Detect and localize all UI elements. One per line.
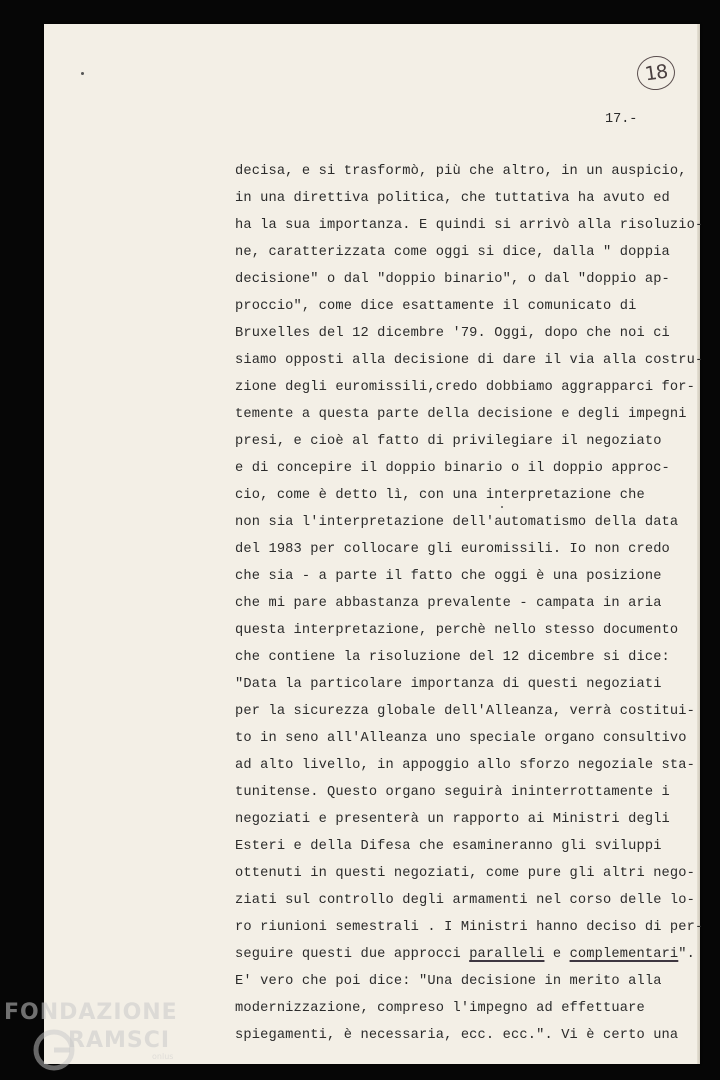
text-line	[235, 212, 704, 239]
text-segment: to in seno all'Alleanza uno speciale organo consultivo	[235, 731, 687, 746]
text-line	[235, 698, 695, 725]
paper-speck	[81, 72, 84, 75]
text-line	[235, 995, 695, 1022]
text-segment: ottenuti in questi negoziati, come pure gli altri nego-	[235, 866, 696, 881]
text-line	[235, 536, 695, 563]
text-line	[235, 968, 695, 995]
text-segment: proccio", come dice esattamente il comunicato di	[235, 299, 637, 314]
text-segment: seguire questi due approcci	[235, 947, 470, 962]
text-line	[235, 806, 695, 833]
document-page	[44, 24, 704, 1064]
text-line	[235, 158, 695, 185]
text-segment: del 1983 per collocare gli euromissili. Io non credo	[235, 542, 670, 557]
text-line	[235, 644, 695, 671]
watermark-line1: FONDAZIONE	[4, 1000, 178, 1025]
text-line	[235, 887, 695, 914]
text-segment: "Data la particolare importanza di questi negoziati	[235, 677, 662, 692]
text-segment: ad alto livello, in appoggio allo sforzo negoziale sta-	[235, 758, 696, 773]
text-segment: non sia l'interpretazione dell'automatismo della data	[235, 515, 679, 530]
text-segment: decisione" o dal "doppio binario", o dal "doppio ap-	[235, 272, 670, 287]
text-line	[235, 455, 695, 482]
text-line	[235, 1022, 695, 1049]
text-line	[235, 725, 695, 752]
watermark-line2: RAMSCI	[68, 1028, 171, 1053]
page-edge	[697, 24, 700, 1064]
text-segment: che sia - a parte il fatto che oggi è una posizione	[235, 569, 662, 584]
text-segment: tunitense. Questo organo seguirà ininterrottamente i	[235, 785, 670, 800]
text-line	[235, 590, 695, 617]
text-line	[235, 320, 695, 347]
paper-speck	[501, 506, 503, 508]
text-line	[235, 752, 695, 779]
text-segment: che contiene la risoluzione del 12 dicembre si dice:	[235, 650, 670, 665]
watermark-sub: onlus	[152, 1052, 174, 1061]
text-segment: temente a questa parte della decisione e degli impegni	[235, 407, 687, 422]
underlined-word: paralleli	[469, 947, 545, 962]
text-segment: Esteri e della Difesa che esamineranno gli sviluppi	[235, 839, 662, 854]
text-segment: zione degli euromissili,credo dobbiamo aggrapparci for-	[235, 380, 696, 395]
text-line	[235, 347, 704, 374]
underlined-word: complementari	[569, 947, 679, 962]
text-segment: cio, come è detto lì, con una interpretazione che	[235, 488, 645, 503]
fondazione-gramsci-watermark	[4, 1000, 194, 1080]
text-segment: che mi pare abbastanza prevalente - campata in aria	[235, 596, 662, 611]
text-line	[235, 941, 695, 968]
typed-body-text	[235, 158, 704, 1049]
text-line	[235, 266, 695, 293]
text-line	[235, 374, 695, 401]
text-line	[235, 779, 695, 806]
text-line	[235, 563, 695, 590]
text-segment: E' vero che poi dice: "Una decisione in merito alla	[235, 974, 662, 989]
text-segment: e di concepire il doppio binario o il doppio approc-	[235, 461, 670, 476]
text-line	[235, 482, 695, 509]
text-segment: ziati sul controllo degli armamenti nel corso delle lo-	[235, 893, 696, 908]
text-segment: negoziati e presenterà un rapporto ai Ministri degli	[235, 812, 670, 827]
text-line	[235, 617, 695, 644]
text-line	[235, 509, 695, 536]
text-segment: e	[544, 947, 570, 962]
text-segment: ne, caratterizzata come oggi si dice, dalla " doppia	[235, 245, 670, 260]
text-line	[235, 185, 695, 212]
text-segment: in una direttiva politica, che tuttativa ha avuto ed	[235, 191, 670, 206]
text-line	[235, 833, 695, 860]
text-line	[235, 860, 695, 887]
text-segment: siamo opposti alla decisione di dare il via alla costru-	[235, 353, 704, 368]
text-segment: spiegamenti, è necessaria, ecc. ecc.". Vi è certo una	[235, 1028, 679, 1043]
text-line	[235, 401, 695, 428]
text-line	[235, 914, 704, 941]
text-segment: decisa, e si trasformò, più che altro, in un auspicio,	[235, 164, 687, 179]
text-line	[235, 293, 695, 320]
text-segment: Bruxelles del 12 dicembre '79. Oggi, dopo che noi ci	[235, 326, 670, 341]
text-line	[235, 428, 695, 455]
text-segment: per la sicurezza globale dell'Alleanza, verrà costitui-	[235, 704, 696, 719]
text-segment: modernizzazione, compreso l'impegno ad effettuare	[235, 1001, 645, 1016]
text-segment: presi, e cioè al fatto di privilegiare il negoziato	[235, 434, 662, 449]
text-segment: ha la sua importanza. E quindi si arrivò alla risoluzio-	[235, 218, 704, 233]
text-line	[235, 671, 695, 698]
archive-number-stamp: 18	[635, 54, 677, 93]
text-segment: ro riunioni semestrali . I Ministri hanno deciso di per-	[235, 920, 704, 935]
text-segment: ".	[678, 947, 696, 962]
text-line	[235, 239, 695, 266]
page-number: 17.-	[605, 112, 638, 127]
text-segment: questa interpretazione, perchè nello stesso documento	[235, 623, 679, 638]
